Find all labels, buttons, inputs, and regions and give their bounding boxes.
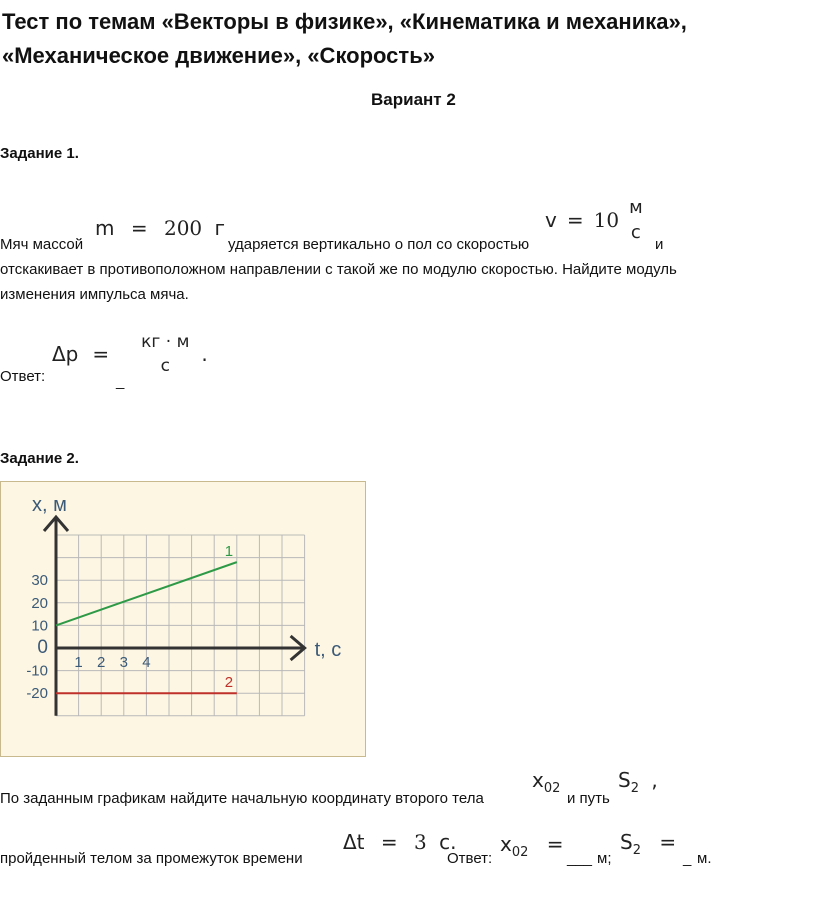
s2-comma: ,: [651, 768, 658, 792]
ans-s2-letter: S: [620, 830, 633, 854]
motion-chart-svg: [1, 482, 367, 758]
task1-text-line-3: изменения импульса мяча.: [0, 286, 189, 303]
speed-value: 10: [593, 208, 620, 232]
dp-eq: =: [92, 342, 110, 366]
task1-speed-formula: [545, 192, 647, 248]
mass-eq: =: [130, 216, 148, 240]
task2-answer-unit-2: м.: [697, 850, 712, 867]
x-tick-label: 3: [119, 654, 128, 671]
y-tick-label: 0: [37, 637, 48, 658]
task2-question-part-2: и путь: [567, 790, 610, 807]
ans-x02-sub: 02: [511, 845, 529, 860]
mass-unit: г: [214, 216, 226, 240]
x-tick-label: 4: [142, 654, 151, 671]
dt-var: Δt: [343, 830, 365, 854]
task2-answer-blank-1[interactable]: ___: [567, 850, 593, 867]
dt-eq: =: [380, 830, 398, 854]
s2-letter: S: [618, 768, 631, 792]
variant-label: Вариант 2: [371, 90, 456, 109]
dp-var: Δp: [52, 342, 79, 366]
y-tick-label: 20: [31, 594, 48, 612]
task1-heading: Задание 1.: [0, 145, 79, 162]
page-title-line-1: Тест по темам «Векторы в физике», «Кинематика и механика»,: [2, 9, 687, 34]
dp-unit-num: кг · м: [141, 332, 190, 352]
dp-unit-fraction: [137, 332, 193, 376]
task2-heading: Задание 2.: [0, 450, 79, 467]
x02-letter: x: [532, 768, 544, 792]
task2-text-line-2: пройденный телом за промежуток времени: [0, 850, 303, 867]
series-label-1: 1: [224, 543, 234, 561]
x-tick-label: 2: [97, 654, 106, 671]
page-title-line-2: «Механическое движение», «Скорость»: [2, 43, 435, 68]
speed-unit-fraction: [625, 197, 647, 243]
dt-value: 3: [414, 830, 427, 854]
y-tick-label: -10: [26, 662, 48, 680]
speed-unit-den: с: [630, 222, 641, 243]
task1-text-mass-intro: Мяч массой: [0, 236, 84, 253]
task2-x02-symbol: [532, 768, 560, 796]
task2-answer-unit-1: м;: [597, 850, 612, 867]
speed-eq: =: [566, 208, 584, 232]
s2-sub: 2: [630, 781, 639, 796]
x02-sub: 02: [543, 781, 561, 796]
motion-chart: [0, 481, 366, 757]
mass-value: 200: [163, 216, 203, 240]
y-tick-label: -20: [26, 685, 48, 703]
y-tick-label: 10: [31, 617, 48, 635]
task1-answer-blank[interactable]: _: [116, 373, 125, 390]
ans-x02-letter: x: [500, 832, 512, 856]
chart-grid: [56, 535, 305, 716]
dp-end: .: [201, 342, 208, 366]
task2-s2-symbol: [618, 768, 658, 796]
ans-x02-eq: =: [546, 832, 564, 856]
x-tick-label: 1: [74, 654, 83, 671]
series-label-2: 2: [224, 674, 234, 692]
dt-unit: с.: [439, 830, 457, 854]
ans-s2-eq: =: [659, 830, 677, 854]
mass-var: m: [95, 216, 115, 240]
task1-text-line-2: отскакивает в противоположном направлении с такой же по модулю скоростью. Найдите модуль: [0, 261, 677, 278]
dp-unit-den: с: [160, 356, 170, 376]
y-tick-label: 30: [31, 572, 48, 590]
task2-answer-label: Ответ:: [447, 850, 493, 867]
task2-dt-formula: [343, 830, 456, 854]
task1-text-and: и: [655, 236, 664, 253]
speed-var: v: [545, 208, 557, 232]
task1-text-speed-intro: ударяется вертикально о пол со скоростью: [228, 236, 530, 253]
task2-answer-x02: [500, 832, 564, 860]
task2-question-part-1: По заданным графикам найдите начальную координату второго тела: [0, 790, 484, 807]
task1-answer-formula: [52, 324, 208, 384]
y-axis-label: x, м: [32, 494, 67, 516]
x-axis-label: t, с: [314, 639, 342, 661]
task2-answer-blank-2[interactable]: _: [683, 850, 692, 867]
task2-answer-s2: [620, 830, 676, 858]
ans-s2-sub: 2: [632, 843, 641, 858]
task1-mass-formula: [95, 216, 225, 240]
task1-answer-label: Ответ:: [0, 368, 46, 385]
speed-unit-num: м: [629, 197, 643, 218]
